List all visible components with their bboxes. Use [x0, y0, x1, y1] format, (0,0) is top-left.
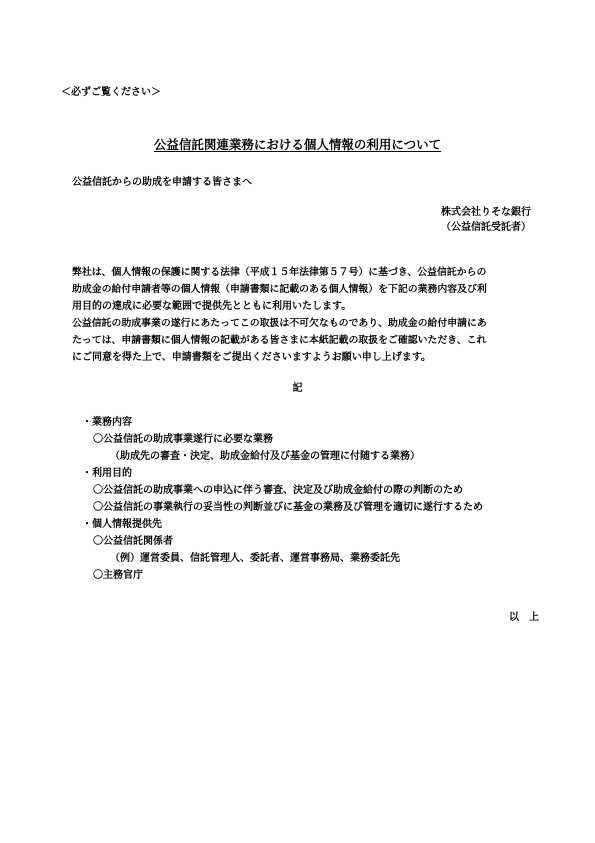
ki-marker: 記 — [292, 383, 303, 394]
business-sub: （助成先の審査・決定、助成金給付及び基金の管理に付随する業務） — [110, 451, 420, 462]
sender-company: 株式会社りそな銀行 — [441, 207, 531, 218]
section-heading-business: ・業務内容 — [82, 417, 132, 428]
recipient-sub: （例）運営委員、信託管理人、委託者、運営事務局、業務委託先 — [110, 553, 400, 564]
purpose-item: 〇公益信託の事業執行の妥当性の判断並びに基金の業務及び管理を適切に遂行するため — [93, 502, 483, 513]
recipient-item: 〇公益信託関係者 — [93, 536, 173, 547]
purpose-item: 〇公益信託の助成事業への申込に伴う審査、決定及び助成金給付の際の判断のため — [93, 485, 463, 496]
body-line: 助成金の給付申請者等の個人情報（申請書類に記載のある個人情報）を下記の業務内容及び利 — [72, 284, 487, 295]
body-line: 用目的の達成に必要な範囲で提供先とともに利用いたします。 — [72, 301, 352, 312]
sender-role: （公益信託受託者） — [441, 222, 531, 233]
recipient-item: 〇主務官庁 — [93, 570, 143, 581]
body-line: たっては、申請書類に個人情報の記載がある皆さまに本紙記載の取扱をご確認いただき、これ — [72, 335, 487, 346]
addressee: 公益信託からの助成を申請する皆さまへ — [72, 177, 252, 188]
body-line: 弊社は、個人情報の保護に関する法律（平成１５年法律第５７号）に基づき、公益信託からの — [72, 267, 487, 278]
body-line: にご同意を得た上で、申請書類をご提出くださいますようお願い申し上げます。 — [72, 352, 431, 363]
notice-label: ＜必ずご覧ください＞ — [61, 87, 161, 98]
section-heading-purpose: ・利用目的 — [82, 468, 132, 479]
document-title: 公益信託関連業務における個人情報の利用について — [153, 137, 442, 152]
closing-mark: 以 上 — [509, 612, 539, 623]
body-line: 公益信託の助成事業の遂行にあたってこの取扱は不可欠なものであり、助成金の給付申請にあ — [72, 318, 487, 329]
business-item: 〇公益信託の助成事業遂行に必要な業務 — [93, 434, 273, 445]
section-heading-recipients: ・個人情報提供先 — [82, 519, 162, 530]
